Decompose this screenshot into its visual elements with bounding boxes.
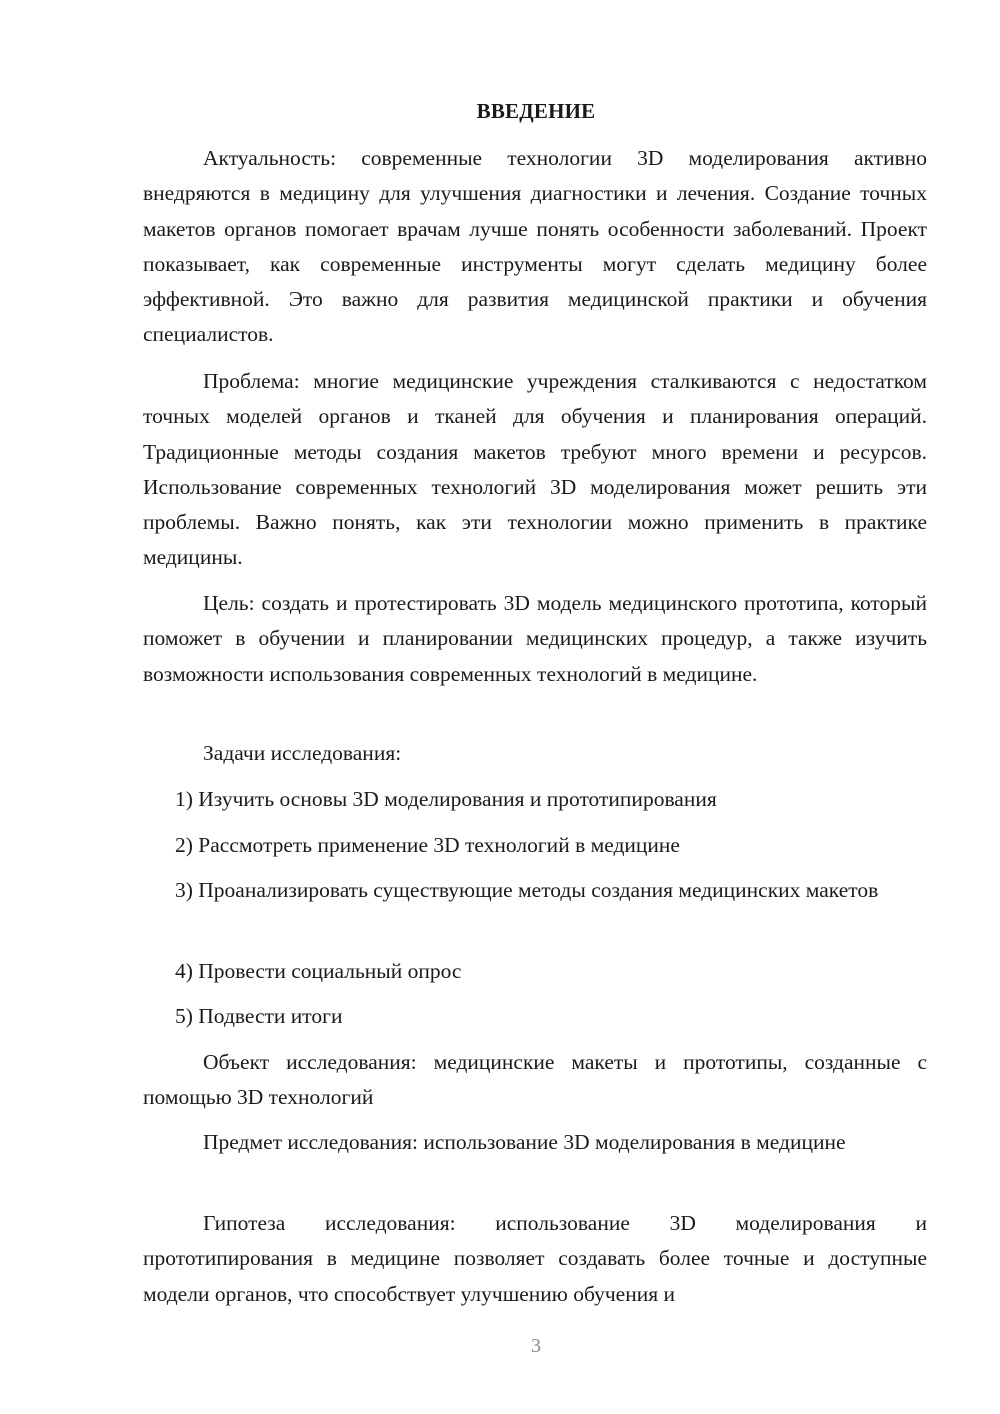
tasks-title: Задачи исследования: bbox=[203, 741, 402, 765]
paragraph-object: Объект исследования: медицинские макеты и прототипы, созданные с помощью 3D технологий bbox=[143, 1050, 927, 1110]
task-item-3: 3) Проанализировать существующие методы создания медицинских макетов bbox=[175, 878, 879, 902]
paragraph-goal: Цель: создать и протестировать 3D модель медицинского прототипа, который поможет в обучении и планировании медицинских процедур, а также изучить возможности использования современных технологий в медицине. bbox=[143, 591, 927, 686]
task-item-4: 4) Провести социальный опрос bbox=[175, 959, 462, 983]
section-heading: ВВЕДЕНИЕ bbox=[476, 99, 596, 123]
page-number: 3 bbox=[531, 1335, 541, 1357]
task-item-2: 2) Рассмотреть применение 3D технологий в медицине bbox=[175, 833, 680, 857]
paragraph-subject: Предмет исследования: использование 3D моделирования в медицине bbox=[203, 1130, 846, 1154]
paragraph-problem: Проблема: многие медицинские учреждения сталкиваются с недостатком точных моделей органов и тканей для обучения и планирования операций. Традиционные методы создания макетов требуют много времени и ресурсов. Использование современных технологий 3D моделирования может решить эти проблемы. Важно понять, как эти технологии можно применить в практике медицины. bbox=[143, 369, 927, 570]
paragraph-hypothesis: Гипотеза исследования: использование 3D моделирования и прототипирования в медицине позволяет создавать более точные и доступные модели органов, что способствует улучшению обучения и bbox=[143, 1211, 927, 1306]
task-item-1: 1) Изучить основы 3D моделирования и прототипирования bbox=[175, 787, 717, 811]
paragraph-relevance: Актуальность: современные технологии 3D моделирования активно внедряются в медицину для улучшения диагностики и лечения. Создание точных макетов органов помогает врачам лучше понять особенности заболеваний. Проект показывает, как современные инструменты могут сделать медицину более эффективной. Это важно для развития медицинской практики и обучения специалистов. bbox=[143, 146, 927, 347]
task-item-5: 5) Подвести итоги bbox=[175, 1004, 343, 1028]
